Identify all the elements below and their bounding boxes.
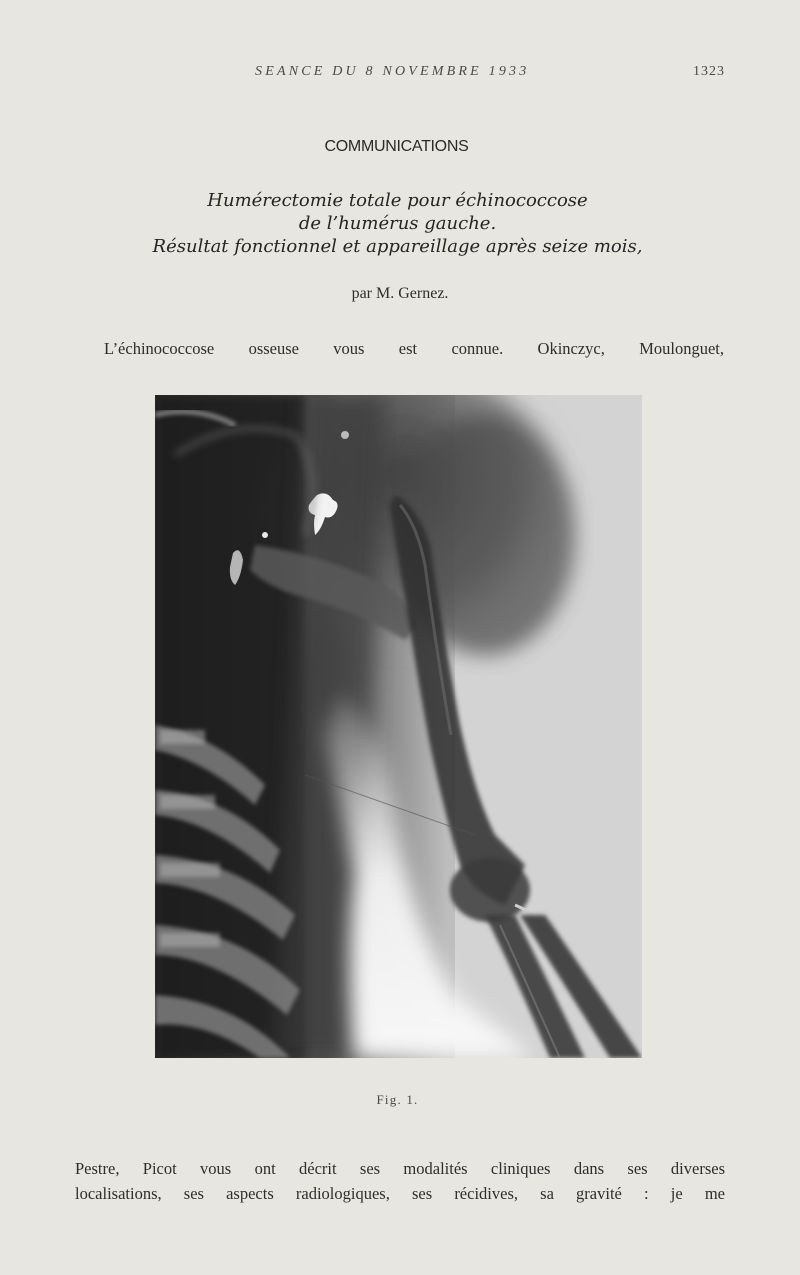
article-author: par M. Gernez. — [351, 285, 449, 302]
section-heading: COMMUNICATIONS — [324, 138, 469, 155]
body-paragraph — [75, 1156, 725, 1206]
body-line: Pestre, Picot vous ont décrit ses modalités cliniques dans ses diverses — [75, 1159, 725, 1178]
body-line: localisations, ses aspects radiologiques, ses récidives, sa gravité : je me — [75, 1184, 725, 1203]
figure-caption: Fig. 1. — [376, 1092, 419, 1107]
article-title — [90, 189, 705, 258]
xray-image — [155, 395, 642, 1058]
running-head — [0, 64, 800, 86]
page-number: 1323 — [693, 64, 725, 79]
running-head-title: SEANCE DU 8 NOVEMBRE 1933 — [255, 64, 530, 79]
article-title-line: de l’humérus gauche. — [298, 213, 497, 234]
article-title-line: Résultat fonctionnel et appareillage après seize mois, — [152, 236, 643, 257]
intro-paragraph-line: L’échinococcose osseuse vous est connue. Okinczyc, Moulonguet, — [104, 339, 724, 358]
xray-figure — [155, 395, 642, 1058]
article-title-line: Humérectomie totale pour échinococcose — [207, 190, 588, 211]
